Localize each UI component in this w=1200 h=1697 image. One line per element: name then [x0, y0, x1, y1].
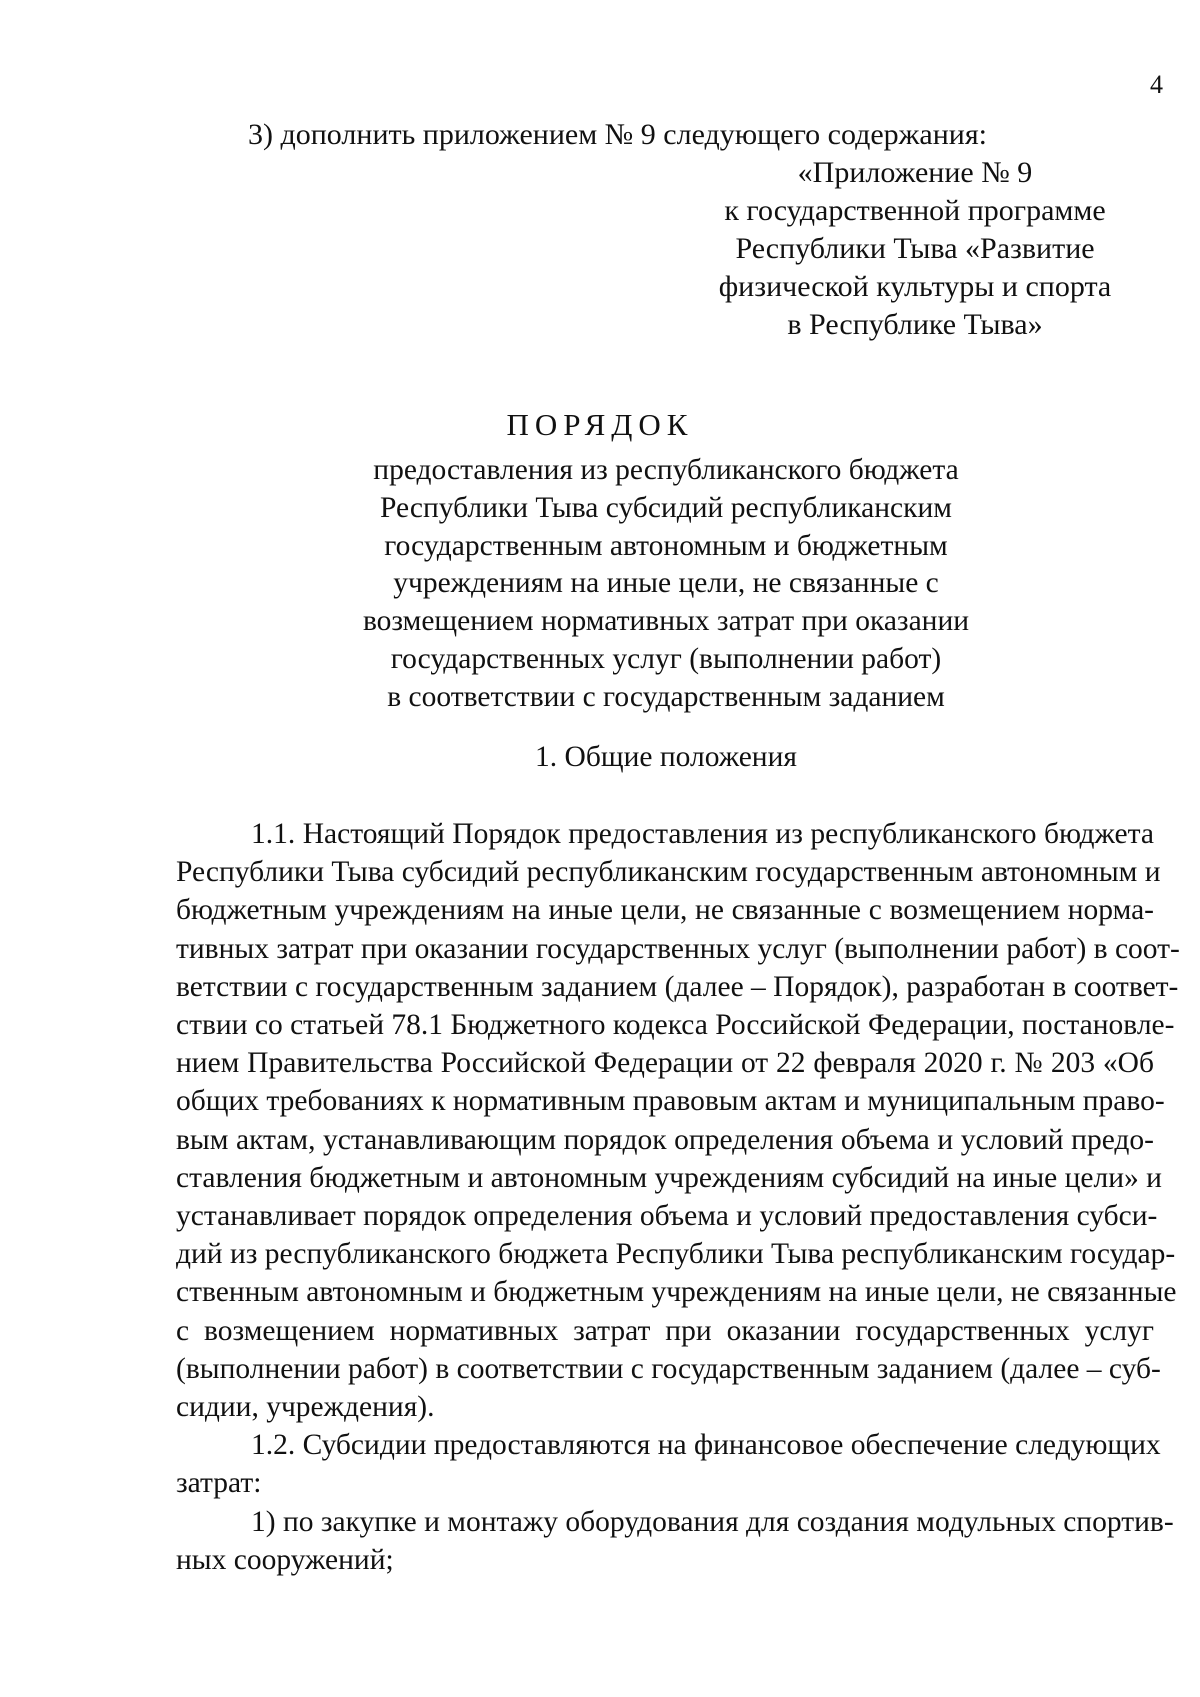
- paragraph-line: 1.2. Субсидии предоставляются на финансовое обеспечение следующих: [251, 1429, 1161, 1462]
- paragraph-line: 1) по закупке и монтажу оборудования для создания модульных спортив-: [251, 1505, 1174, 1538]
- paragraph-line: Республики Тыва субсидий республиканским государственным автономным и: [176, 856, 1161, 889]
- paragraph-line: общих требованиях к нормативным правовым актам и муниципальным право-: [176, 1085, 1165, 1118]
- paragraph-line: ствии со статьей 78.1 Бюджетного кодекса Российской Федерации, постановле-: [176, 1009, 1175, 1042]
- paragraph-line: с возмещением нормативных затрат при оказании государственных услуг: [176, 1314, 1154, 1347]
- paragraph-line: бюджетным учреждениям на иные цели, не связанные с возмещением норма-: [176, 894, 1154, 927]
- section-heading: 1. Общие положения: [535, 741, 797, 773]
- paragraph-line: ных сооружений;: [176, 1543, 394, 1576]
- paragraph-line: затрат:: [176, 1467, 262, 1500]
- appendix-reference-block: [700, 154, 1130, 344]
- paragraph-line: ственным автономным и бюджетным учреждениям на иные цели, не связанные: [176, 1276, 1177, 1309]
- appendix-line: «Приложение № 9: [797, 156, 1033, 189]
- appendix-line: в Республике Тыва»: [787, 308, 1043, 341]
- paragraph-line: нием Правительства Российской Федерации от 22 февраля 2020 г. № 203 «Об: [176, 1047, 1154, 1080]
- paragraph-line: вым актам, устанавливающим порядок определения объема и условий предо-: [176, 1123, 1154, 1156]
- subtitle-line: Республики Тыва субсидий республиканским: [380, 491, 952, 524]
- subtitle-line: предоставления из республиканского бюджета: [373, 454, 959, 486]
- paragraph-line: ставления бюджетным и автономным учреждениям субсидий на иные цели» и: [176, 1161, 1162, 1194]
- subtitle-line: учреждениям на иные цели, не связанные с: [393, 567, 939, 600]
- paragraph-line: дий из республиканского бюджета Республики Тыва республиканским государ-: [176, 1238, 1176, 1271]
- page-number: 4: [1150, 70, 1163, 99]
- subtitle-line: в соответствии с государственным заданием: [387, 680, 945, 713]
- paragraph-line: 1.1. Настоящий Порядок предоставления из республиканского бюджета: [251, 818, 1154, 850]
- paragraph-line: (выполнении работ) в соответствии с государственным заданием (далее – суб-: [176, 1352, 1161, 1385]
- appendix-line: к государственной программе: [724, 194, 1106, 227]
- body-text: [176, 815, 1180, 1579]
- paragraph-line: ветствии с государственным заданием (далее – Порядок), разработан в соответ-: [176, 970, 1179, 1003]
- subtitle-line: государственным автономным и бюджетным: [384, 529, 948, 562]
- paragraph-line: сидии, учреждения).: [176, 1391, 435, 1424]
- paragraph-line: устанавливает порядок определения объема и условий предоставления субси-: [176, 1200, 1158, 1233]
- amendment-intro: 3) дополнить приложением № 9 следующего содержания:: [248, 118, 987, 151]
- appendix-line: Республики Тыва «Развитие: [735, 232, 1095, 265]
- document-subtitle: [0, 452, 1200, 717]
- document-title: ПОРЯДОК: [506, 407, 694, 442]
- subtitle-line: государственных услуг (выполнении работ): [390, 642, 942, 675]
- paragraph-line: тивных затрат при оказании государственных услуг (выполнении работ) в соот-: [176, 932, 1180, 965]
- appendix-line: физической культуры и спорта: [718, 270, 1112, 303]
- subtitle-line: возмещением нормативных затрат при оказании: [362, 605, 970, 638]
